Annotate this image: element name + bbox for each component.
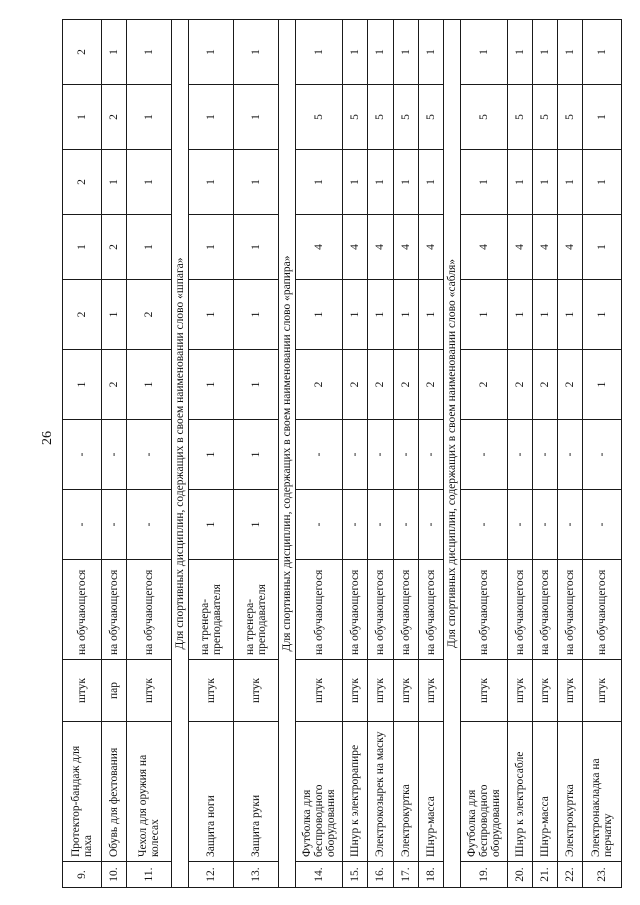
value-cell: 1 — [557, 280, 582, 350]
value-cell: 1 — [507, 20, 532, 85]
value-cell: 1 — [102, 280, 127, 350]
value-cell: 1 — [234, 85, 279, 150]
section-heading: Для спортивных дисциплин, содержащих в своем наименовании слово «рапира» — [279, 20, 296, 888]
value-cell: 5 — [418, 85, 443, 150]
item-name: Шнур-масса — [532, 722, 557, 862]
row-number: 14. — [296, 862, 343, 888]
value-cell: 2 — [63, 20, 102, 85]
value-cell: - — [296, 490, 343, 560]
value-cell: 1 — [582, 85, 621, 150]
value-cell: 1 — [63, 215, 102, 280]
value-cell: - — [418, 420, 443, 490]
value-cell: - — [460, 420, 507, 490]
category-cell: на обучающегося — [296, 560, 343, 660]
value-cell: 1 — [127, 150, 172, 215]
row-number: 17. — [393, 862, 418, 888]
unit-cell: штук — [507, 660, 532, 722]
category-cell: на тренера-преподавателя — [234, 560, 279, 660]
unit-cell: штук — [582, 660, 621, 722]
value-cell: 1 — [234, 490, 279, 560]
value-cell: 1 — [189, 350, 234, 420]
row-number: 19. — [460, 862, 507, 888]
category-cell: на обучающегося — [532, 560, 557, 660]
value-cell: 1 — [127, 215, 172, 280]
value-cell: 5 — [557, 85, 582, 150]
value-cell: 1 — [102, 20, 127, 85]
row-number: 9. — [63, 862, 102, 888]
value-cell: 1 — [557, 150, 582, 215]
value-cell: 1 — [393, 20, 418, 85]
table-row — [63, 20, 102, 888]
row-number: 21. — [532, 862, 557, 888]
row-number: 10. — [102, 862, 127, 888]
value-cell: 1 — [368, 150, 393, 215]
value-cell: - — [532, 490, 557, 560]
section-row — [443, 20, 460, 888]
row-number: 23. — [582, 862, 621, 888]
value-cell: 2 — [393, 350, 418, 420]
value-cell: - — [557, 420, 582, 490]
item-name: Шнур-масса — [418, 722, 443, 862]
unit-cell: штук — [460, 660, 507, 722]
row-number: 22. — [557, 862, 582, 888]
category-cell: на обучающегося — [418, 560, 443, 660]
value-cell: 2 — [460, 350, 507, 420]
item-name: Электрокуртка — [557, 722, 582, 862]
value-cell: - — [557, 490, 582, 560]
value-cell: 1 — [393, 150, 418, 215]
value-cell: 1 — [582, 20, 621, 85]
category-cell: на обучающегося — [127, 560, 172, 660]
item-name: Футболка для беспроводного оборудования — [296, 722, 343, 862]
value-cell: - — [393, 490, 418, 560]
section-heading: Для спортивных дисциплин, содержащих в своем наименовании слово «шпага» — [172, 20, 189, 888]
value-cell: - — [460, 490, 507, 560]
item-name: Электронакладка на перчатку — [582, 722, 621, 862]
item-name: Электрокуртка — [393, 722, 418, 862]
value-cell: 1 — [234, 150, 279, 215]
item-name: Чехол для оружия на колесах — [127, 722, 172, 862]
value-cell: 1 — [532, 280, 557, 350]
value-cell: 4 — [460, 215, 507, 280]
table-body — [63, 20, 622, 888]
value-cell: 1 — [343, 150, 368, 215]
value-cell: 1 — [460, 150, 507, 215]
table-row — [296, 20, 343, 888]
value-cell: - — [507, 420, 532, 490]
value-cell: - — [393, 420, 418, 490]
value-cell: 1 — [127, 350, 172, 420]
value-cell: 1 — [393, 280, 418, 350]
value-cell: 1 — [296, 280, 343, 350]
category-cell: на обучающегося — [507, 560, 532, 660]
value-cell: 1 — [343, 20, 368, 85]
category-cell: на тренера-преподавателя — [189, 560, 234, 660]
value-cell: 1 — [368, 20, 393, 85]
value-cell: 4 — [343, 215, 368, 280]
value-cell: 2 — [63, 150, 102, 215]
item-name: Шнур к электросабле — [507, 722, 532, 862]
unit-cell: штук — [234, 660, 279, 722]
value-cell: 1 — [296, 20, 343, 85]
value-cell: 1 — [532, 150, 557, 215]
table-row — [557, 20, 582, 888]
value-cell: 1 — [102, 150, 127, 215]
value-cell: 2 — [63, 280, 102, 350]
value-cell: - — [102, 490, 127, 560]
table-container — [62, 20, 622, 888]
value-cell: 5 — [532, 85, 557, 150]
value-cell: 1 — [507, 280, 532, 350]
value-cell: 2 — [532, 350, 557, 420]
value-cell: 2 — [127, 280, 172, 350]
table-row — [507, 20, 532, 888]
value-cell: 1 — [507, 150, 532, 215]
value-cell: 1 — [368, 280, 393, 350]
table-row — [532, 20, 557, 888]
category-cell: на обучающегося — [393, 560, 418, 660]
table-row — [582, 20, 621, 888]
item-name: Защита руки — [234, 722, 279, 862]
value-cell: - — [63, 420, 102, 490]
equipment-table — [62, 19, 622, 888]
item-name: Протектор-бандаж для паха — [63, 722, 102, 862]
table-row — [418, 20, 443, 888]
unit-cell: штук — [532, 660, 557, 722]
value-cell: - — [418, 490, 443, 560]
value-cell: 1 — [234, 215, 279, 280]
value-cell: 1 — [189, 85, 234, 150]
item-name: Защита ноги — [189, 722, 234, 862]
table-row — [460, 20, 507, 888]
row-number: 12. — [189, 862, 234, 888]
category-cell: на обучающегося — [557, 560, 582, 660]
section-heading: Для спортивных дисциплин, содержащих в своем наименовании слово «сабля» — [443, 20, 460, 888]
value-cell: 4 — [418, 215, 443, 280]
value-cell: 1 — [127, 85, 172, 150]
value-cell: 1 — [532, 20, 557, 85]
value-cell: 1 — [63, 85, 102, 150]
value-cell: 1 — [418, 280, 443, 350]
value-cell: 1 — [127, 20, 172, 85]
value-cell: - — [343, 490, 368, 560]
value-cell: 1 — [460, 280, 507, 350]
category-cell: на обучающегося — [63, 560, 102, 660]
row-number: 11. — [127, 862, 172, 888]
unit-cell: штук — [343, 660, 368, 722]
value-cell: 4 — [557, 215, 582, 280]
value-cell: 2 — [418, 350, 443, 420]
table-row — [368, 20, 393, 888]
category-cell: на обучающегося — [368, 560, 393, 660]
value-cell: - — [127, 490, 172, 560]
value-cell: - — [507, 490, 532, 560]
unit-cell: штук — [393, 660, 418, 722]
unit-cell: пар — [102, 660, 127, 722]
unit-cell: штук — [368, 660, 393, 722]
value-cell: 1 — [343, 280, 368, 350]
value-cell: 2 — [102, 85, 127, 150]
value-cell: 5 — [296, 85, 343, 150]
value-cell: 4 — [368, 215, 393, 280]
value-cell: - — [102, 420, 127, 490]
value-cell: 1 — [189, 490, 234, 560]
value-cell: 4 — [532, 215, 557, 280]
value-cell: 4 — [296, 215, 343, 280]
section-row — [279, 20, 296, 888]
item-name: Обувь для фехтования — [102, 722, 127, 862]
table-row — [189, 20, 234, 888]
page-number: 26 — [40, 431, 55, 445]
value-cell: 1 — [189, 280, 234, 350]
value-cell: 5 — [460, 85, 507, 150]
value-cell: 1 — [189, 420, 234, 490]
row-number: 18. — [418, 862, 443, 888]
value-cell: 2 — [343, 350, 368, 420]
value-cell: 1 — [234, 280, 279, 350]
value-cell: 1 — [189, 20, 234, 85]
category-cell: на обучающегося — [343, 560, 368, 660]
row-number: 16. — [368, 862, 393, 888]
value-cell: 1 — [582, 150, 621, 215]
value-cell: 4 — [507, 215, 532, 280]
value-cell: 1 — [418, 20, 443, 85]
value-cell: 1 — [460, 20, 507, 85]
value-cell: 1 — [234, 20, 279, 85]
value-cell: 1 — [189, 215, 234, 280]
value-cell: - — [532, 420, 557, 490]
value-cell: - — [127, 420, 172, 490]
value-cell: 2 — [507, 350, 532, 420]
value-cell: - — [582, 490, 621, 560]
value-cell: 1 — [296, 150, 343, 215]
value-cell: 2 — [368, 350, 393, 420]
unit-cell: штук — [296, 660, 343, 722]
value-cell: 1 — [234, 420, 279, 490]
unit-cell: штук — [189, 660, 234, 722]
unit-cell: штук — [63, 660, 102, 722]
value-cell: - — [582, 420, 621, 490]
value-cell: 5 — [393, 85, 418, 150]
value-cell: 5 — [507, 85, 532, 150]
value-cell: 1 — [557, 20, 582, 85]
table-row — [102, 20, 127, 888]
table-row — [343, 20, 368, 888]
value-cell: 1 — [234, 350, 279, 420]
category-cell: на обучающегося — [582, 560, 621, 660]
value-cell: 5 — [343, 85, 368, 150]
value-cell: 5 — [368, 85, 393, 150]
rotated-page — [62, 20, 622, 888]
value-cell: - — [343, 420, 368, 490]
value-cell: 1 — [582, 350, 621, 420]
row-number: 20. — [507, 862, 532, 888]
section-row — [172, 20, 189, 888]
value-cell: 2 — [102, 350, 127, 420]
item-name: Шнур к электрорапире — [343, 722, 368, 862]
value-cell: 2 — [557, 350, 582, 420]
unit-cell: штук — [418, 660, 443, 722]
table-row — [393, 20, 418, 888]
item-name: Футболка для беспроводного оборудования — [460, 722, 507, 862]
value-cell: - — [63, 490, 102, 560]
table-row — [234, 20, 279, 888]
row-number: 13. — [234, 862, 279, 888]
value-cell: 1 — [582, 280, 621, 350]
value-cell: - — [296, 420, 343, 490]
unit-cell: штук — [127, 660, 172, 722]
category-cell: на обучающегося — [460, 560, 507, 660]
value-cell: - — [368, 420, 393, 490]
row-number: 15. — [343, 862, 368, 888]
value-cell: 2 — [102, 215, 127, 280]
value-cell: 2 — [296, 350, 343, 420]
table-row — [127, 20, 172, 888]
category-cell: на обучающегося — [102, 560, 127, 660]
value-cell: 4 — [393, 215, 418, 280]
item-name: Электрокозырек на маску — [368, 722, 393, 862]
value-cell: 1 — [63, 350, 102, 420]
value-cell: 1 — [189, 150, 234, 215]
unit-cell: штук — [557, 660, 582, 722]
value-cell: - — [368, 490, 393, 560]
value-cell: 1 — [582, 215, 621, 280]
value-cell: 1 — [418, 150, 443, 215]
